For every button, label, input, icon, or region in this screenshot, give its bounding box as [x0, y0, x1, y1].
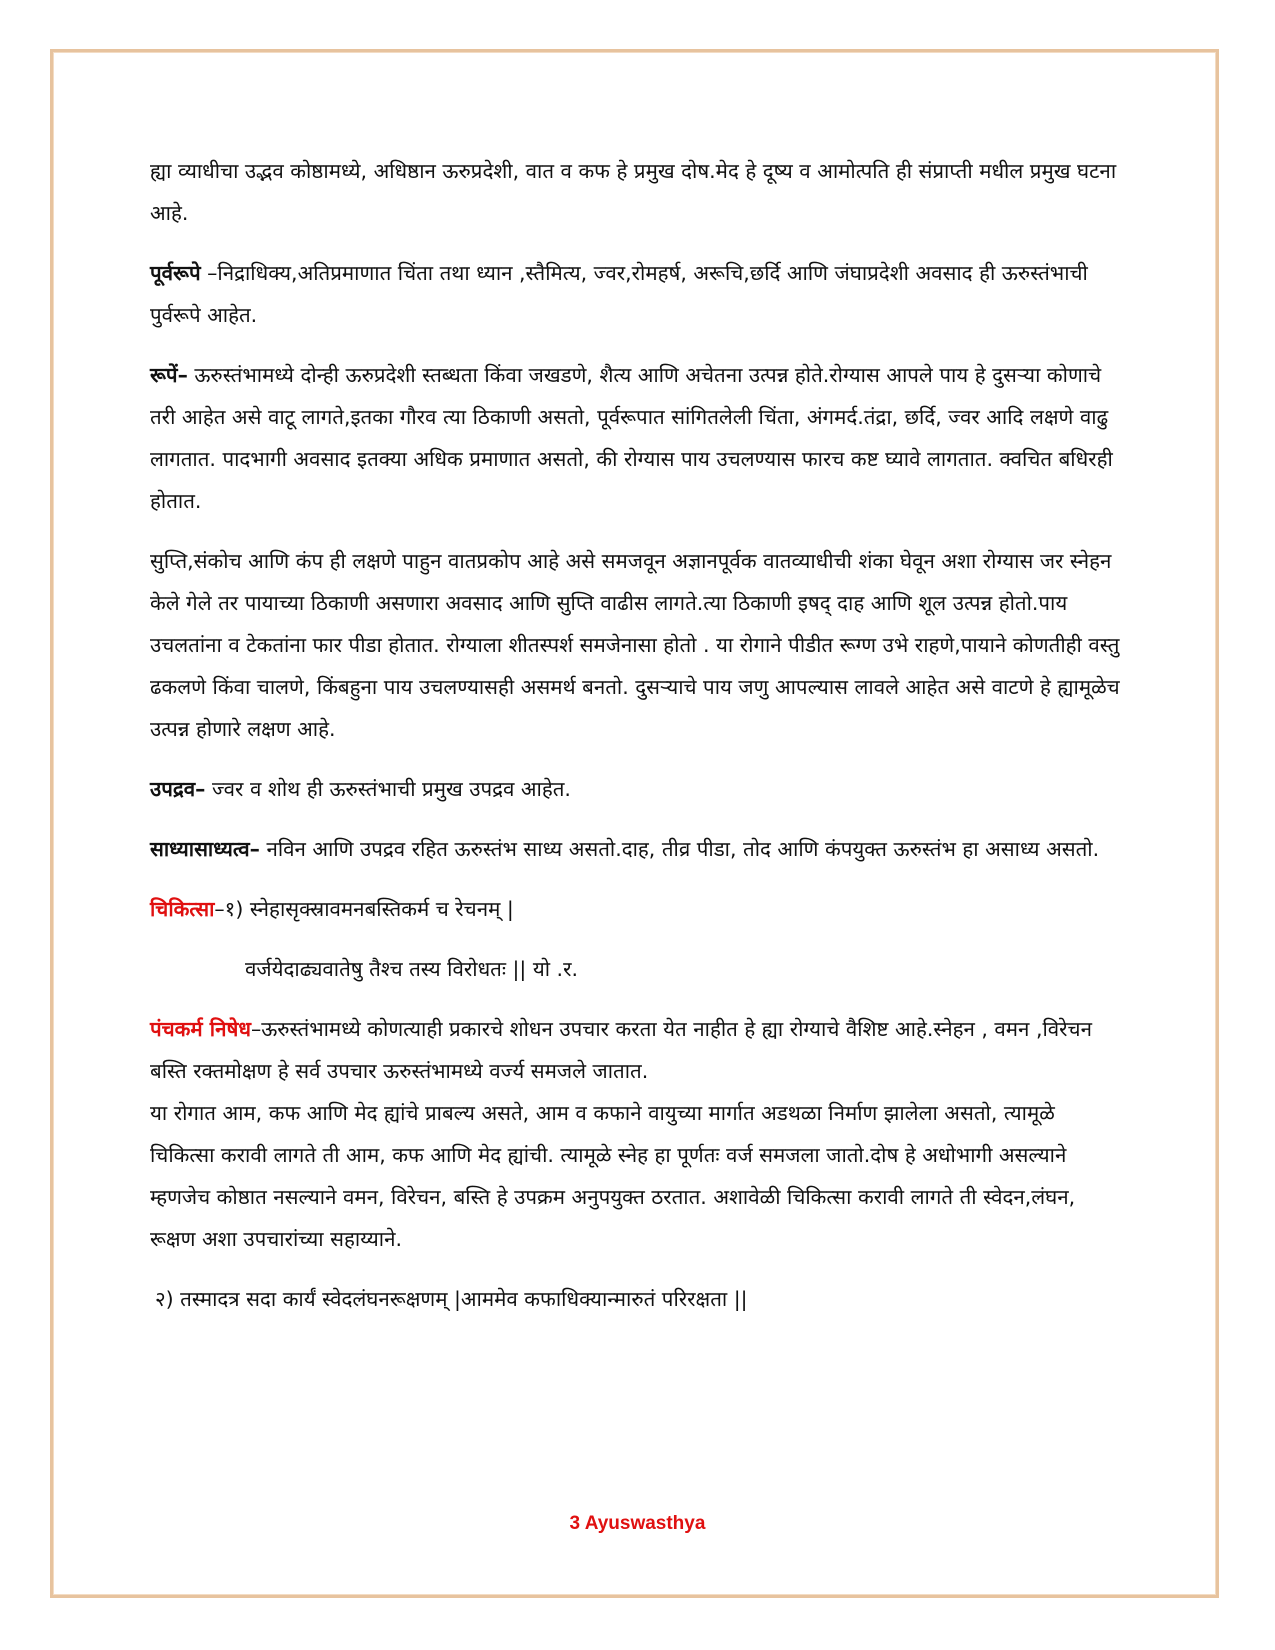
upadrava-text: ज्वर व शोथ ही ऊरुस्तंभाची प्रमुख उपद्रव आहेत.	[205, 777, 571, 801]
supti-paragraph: सुप्ति,संकोच आणि कंप ही लक्षणे पाहुन वातप्रकोप आहे असे समजवून अज्ञानपूर्वक वातव्याधीची शंका घेवून अशा रोग्यास जर स्नेहन केले गेले तर पायाच्या ठिकाणी असणारा अवसाद आणि सुप्ति वाढीस लागते.त्या ठिकाणी इषद् दाह आणि शूल उत्पन्न होतो.पाय उचलतांना व टेकतांना फार पीडा होतात. रोग्याला शीतस्पर्श समजेनासा होतो . या रोगाने पीडीत रूग्ण उभे राहणे,पायाने कोणतीही वस्तु ढकलणे किंवा चालणे, किंबहुना पाय उचलण्यासही असमर्थ बनतो. दुसऱ्याचे पाय जणु आपल्यास लावले आहेत असे वाटणे हे ह्यामूळेच उत्पन्न होणारे लक्षण आहे.	[150, 549, 1120, 741]
purvarupa-heading: पूर्वरूपे	[150, 261, 201, 285]
purvarupa-text: –निद्राधिक्य,अतिप्रमाणात चिंता तथा ध्यान ,स्तैमित्य, ज्वर,रोमहर्ष, अरूचि,छर्दि आणि जंघाप्रदेशी अवसाद ही ऊरुस्तंभाची पुर्वरूपे आहेत.	[150, 261, 1088, 327]
nishedh-paragraph	[150, 1008, 1125, 1260]
upadrava-paragraph	[150, 768, 1125, 810]
page-footer: 3 Ayuswasthya	[569, 1513, 706, 1534]
purvarupa-paragraph	[150, 252, 1125, 336]
sadhya-paragraph	[150, 828, 1125, 870]
intro-paragraph: ह्या व्याधीचा उद्भव कोष्ठामध्ये, अधिष्ठान ऊरुप्रदेशी, वात व कफ हे प्रमुख दोष.मेद हे दूष्य व आमोत्पति ही संप्राप्ती मधील प्रमुख घटना आहे.	[150, 159, 1117, 225]
sadhya-heading: साध्यासाध्यत्व–	[150, 837, 260, 861]
aam-text: या रोगात आम, कफ आणि मेद ह्यांचे प्राबल्य असते, आम व कफाने वायुच्या मार्गात अडथळा निर्माण झालेला असतो, त्यामूळे चिकित्सा करावी लागते ती आम, कफ आणि मेद ह्यांची. त्यामूळे स्नेह हा पूर्णतः वर्ज समजला जातो.दोष हे अधोभागी असल्याने म्हणजेच कोष्ठात नसल्याने वमन, विरेचन, बस्ति हे उपक्रम अनुपयुक्त ठरतात. अशावेळी चिकित्सा करावी लागते ती स्वेदन,लंघन, रूक्षण अशा उपचारांच्या सहाय्याने.	[150, 1101, 1076, 1251]
chikitsa-text: –१) स्नेहासृक्स्रावमनबस्तिकर्म च रेचनम् |	[214, 897, 514, 921]
shloka-line-2: वर्जयेदाढ्यवातेषु तैश्च तस्य विरोधतः || यो .र.	[245, 957, 578, 981]
chikitsa-heading: चिकित्सा	[150, 897, 215, 921]
sadhya-text: नविन आणि उपद्रव रहित ऊरुस्तंभ साध्य असतो.दाह, तीव्र पीडा, तोद आणि कंपयुक्त ऊरुस्तंभ हा असाध्य असतो.	[259, 837, 1100, 861]
upadrava-heading: उपद्रव–	[150, 777, 206, 801]
nishedh-text: –ऊरुस्तंभामध्ये कोणत्याही प्रकारचे शोधन उपचार करता येत नाहीत हे ह्या रोग्याचे वैशिष्ट आहे.स्नेहन , वमन ,विरेचन बस्ति रक्तमोक्षण हे सर्व उपचार ऊरुस्तंभामध्ये वर्ज्य समजले जातात.	[150, 1017, 1092, 1083]
chikitsa-paragraph	[150, 888, 1125, 930]
rupe-text: ऊरुस्तंभामध्ये दोन्ही ऊरुप्रदेशी स्तब्धता किंवा जखडणे, शैत्य आणि अचेतना उत्पन्न होते.रोग्यास आपले पाय हे दुसऱ्या कोणाचे तरी आहेत असे वाटू लागते,इतका गौरव त्या ठिकाणी असतो, पूर्वरूपात सांगितलेली चिंता, अंगमर्द.तंद्रा, छर्दि, ज्वर आदि लक्षणे वाढु लागतात. पादभागी अवसाद इतक्या अधिक प्रमाणात असतो, की रोग्यास पाय उचलण्यास फारच कष्ट घ्यावे लागतात. क्वचित बधिरही होतात.	[150, 363, 1113, 513]
nishedh-heading: पंचकर्म निषेध	[150, 1017, 251, 1041]
document-body	[150, 150, 1125, 1320]
shloka-2: २) तस्मादत्र सदा कार्यं स्वेदलंघनरूक्षणम् |आममेव कफाधिक्यान्मारुतं परिरक्षता ||	[155, 1287, 748, 1311]
rupe-heading: रूपें–	[150, 363, 188, 387]
rupe-paragraph	[150, 354, 1125, 522]
